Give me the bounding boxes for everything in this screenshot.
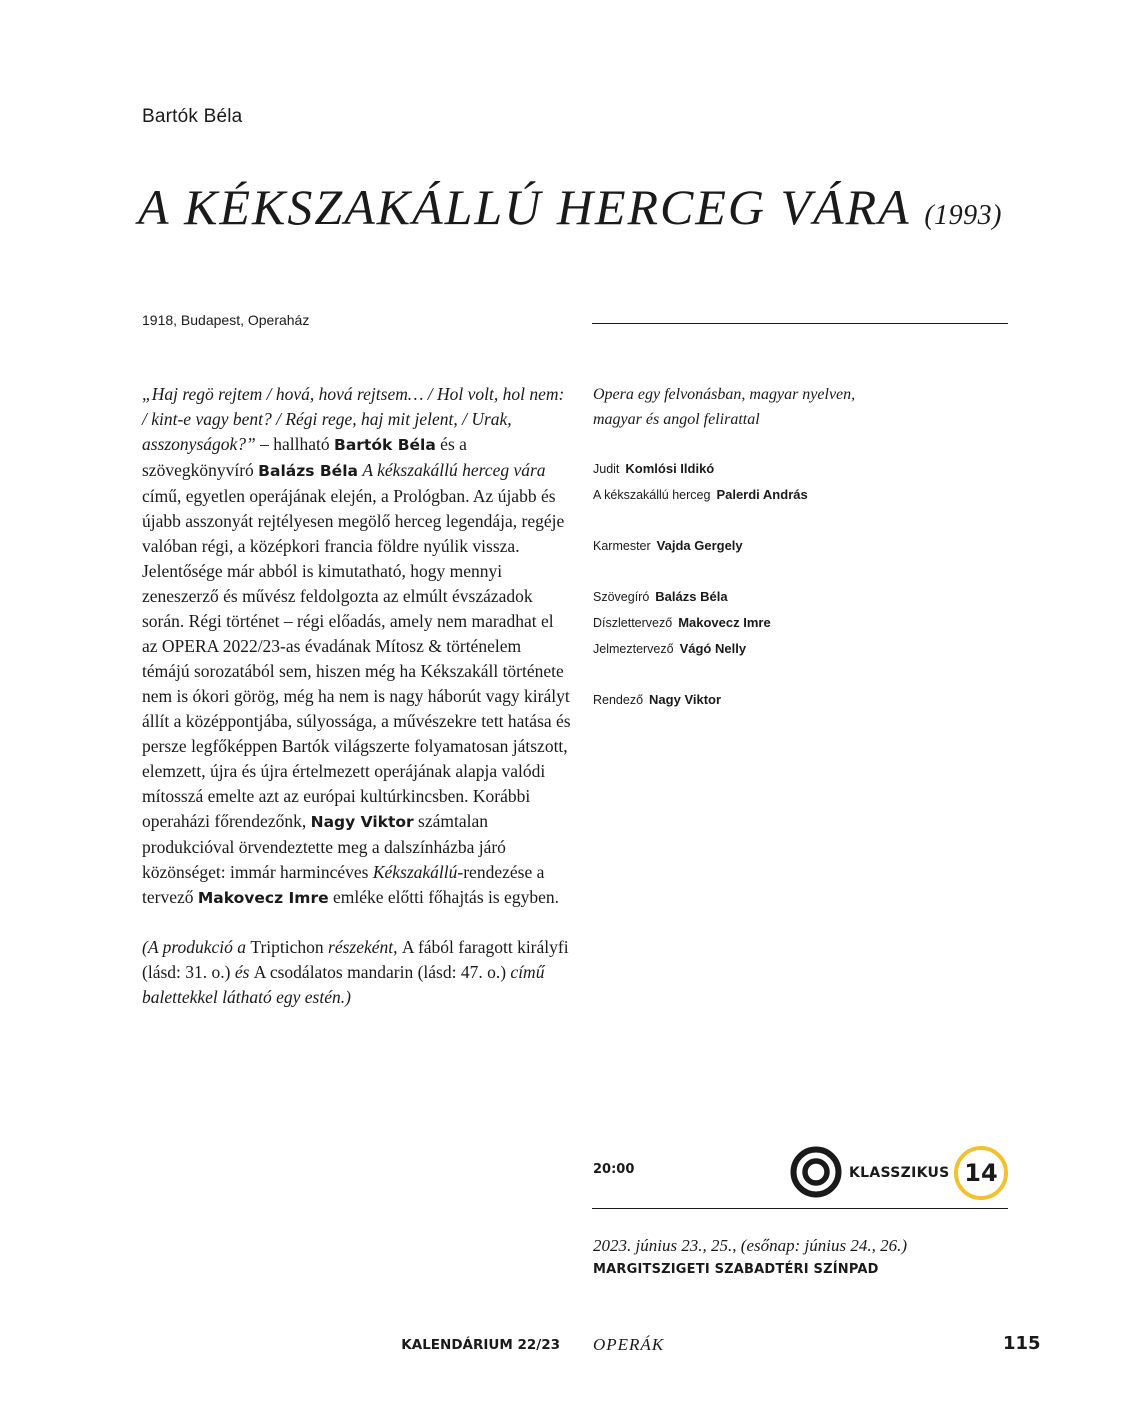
credit-herceg [593, 482, 1013, 508]
italic-text: „Haj regö rejtem / hová, hová rejtsem… / Hol volt, hol nem: / kint-e vagy bent? / Régi rege, haj mit jelent, / Urak, asszonyságok?” [142, 384, 565, 454]
credit-conductor [593, 533, 1013, 559]
page-number: 115 [1003, 1333, 1041, 1354]
credit-name: Vajda Gergely [656, 538, 743, 553]
italic-text: című balettekkel látható egy estén.) [142, 962, 545, 1007]
page-title [138, 178, 1002, 236]
italic-text: és [230, 962, 254, 982]
footer-section: OPERÁK [593, 1335, 665, 1354]
article-body [142, 382, 572, 1010]
credit-name: Nagy Viktor [649, 692, 722, 707]
credit-role: Szövegíró [593, 590, 650, 604]
highlighted-name: Makovecz Imre [197, 889, 329, 907]
text-segment: -rendezése a tervező [142, 862, 545, 907]
footer-publication: KALENDÁRIUM 22/23 [401, 1337, 560, 1353]
text-segment: A fából faragott királyfi (lásd: 31. o.) [142, 937, 569, 982]
age-rating-badge: 14 [954, 1146, 1008, 1200]
performance-dates: 2023. június 23., 25., (esőnap: június 24., 26.) [593, 1236, 908, 1255]
spacer [593, 662, 1013, 687]
divider-bottom [592, 1208, 1008, 1209]
text-segment: számtalan produkcióval örvendeztette meg a dalszínházba járó közönséget: immár harmincéves [142, 811, 506, 882]
credit-costume-designer [593, 636, 1013, 662]
highlighted-name: Bartók Béla [334, 436, 436, 454]
composer-name: Bartók Béla [142, 106, 243, 127]
italic-text: A kékszakállú herceg vára [362, 460, 546, 480]
text-segment: – hallható [255, 434, 335, 454]
premiere-info: 1918, Budapest, Operaház [142, 312, 310, 328]
credit-director [593, 687, 1013, 713]
italic-text: Kékszakállú [372, 862, 458, 882]
text-segment: Triptichon [250, 937, 324, 957]
opera-title: A KÉKSZAKÁLLÚ HERCEG VÁRA [138, 179, 910, 235]
credit-role: A kékszakállú herceg [593, 488, 711, 502]
target-circle-icon [790, 1146, 842, 1198]
text-segment: A csodálatos mandarin (lásd: 47. o.) [253, 962, 507, 982]
italic-text: (A produkció a [142, 937, 251, 957]
article-paragraph [142, 382, 572, 911]
credit-set-designer [593, 610, 1013, 636]
performance-venue: MARGITSZIGETI SZABADTÉRI SZÍNPAD [593, 1262, 879, 1277]
highlighted-name: Nagy Viktor [310, 813, 414, 831]
italic-text: részeként, [323, 937, 402, 957]
text-segment: és a szövegkönyvíró [142, 434, 467, 480]
credit-librettist [593, 584, 1013, 610]
opera-description-line-2: magyar és angol felirattal [593, 411, 760, 428]
credit-name: Vágó Nelly [679, 641, 747, 656]
text-segment: című, egyetlen operájának elején, a Prológban. Az újabb és újabb asszonyát rejtélyesen megölő herceg legendája, regéje valóban régi, a középkori francia földre nyúlik vissza. Jelentősége már abból is kimutatható, hogy mennyi zeneszerző és művész feldolgozta az elmúlt évszázadok során. Régi történet – régi előadás, amely nem maradhat el az OPERA 2022/23-as évadának Mítosz & történelem témájú sorozatából sem, hiszen még ha Kékszakáll története nem is ókori görög, még ha nem is nagy háborút vagy királyt állít a középpontjába, súlyossága, a művészekre tett hatása és persze legfőképpen Bartók világszerte folyamatosan játszott, elemzett, újra és újra értelmezett operájának alapja valódi mítosszá emelte azt az európai kultúrkincsben. Korábbi operaházi főrendezőnk, [142, 486, 571, 831]
spacer [593, 559, 1013, 584]
spacer [593, 508, 1013, 533]
credit-name: Palerdi András [716, 487, 808, 502]
series-label: KLASSZIKUS [849, 1165, 950, 1181]
text-segment: emléke előtti főhajtás is egyben. [328, 887, 559, 907]
credit-name: Makovecz Imre [678, 615, 771, 630]
highlighted-name: Balázs Béla [258, 462, 358, 480]
credit-role: Karmester [593, 539, 651, 553]
production-note [142, 935, 572, 1010]
credit-judit [593, 456, 1013, 482]
production-info [593, 382, 1013, 713]
credit-role: Díszlettervező [593, 616, 673, 630]
performance-time: 20:00 [593, 1162, 635, 1177]
credit-name: Komlósi Ildikó [625, 461, 715, 476]
divider-top [592, 323, 1008, 324]
credit-role: Judit [593, 462, 620, 476]
opera-year: (1993) [924, 200, 1002, 231]
credit-role: Rendező [593, 693, 644, 707]
opera-description-line-1: Opera egy felvonásban, magyar nyelven, [593, 386, 856, 403]
credit-name: Balázs Béla [655, 589, 728, 604]
opera-description [593, 382, 1013, 432]
credit-role: Jelmeztervező [593, 642, 674, 656]
